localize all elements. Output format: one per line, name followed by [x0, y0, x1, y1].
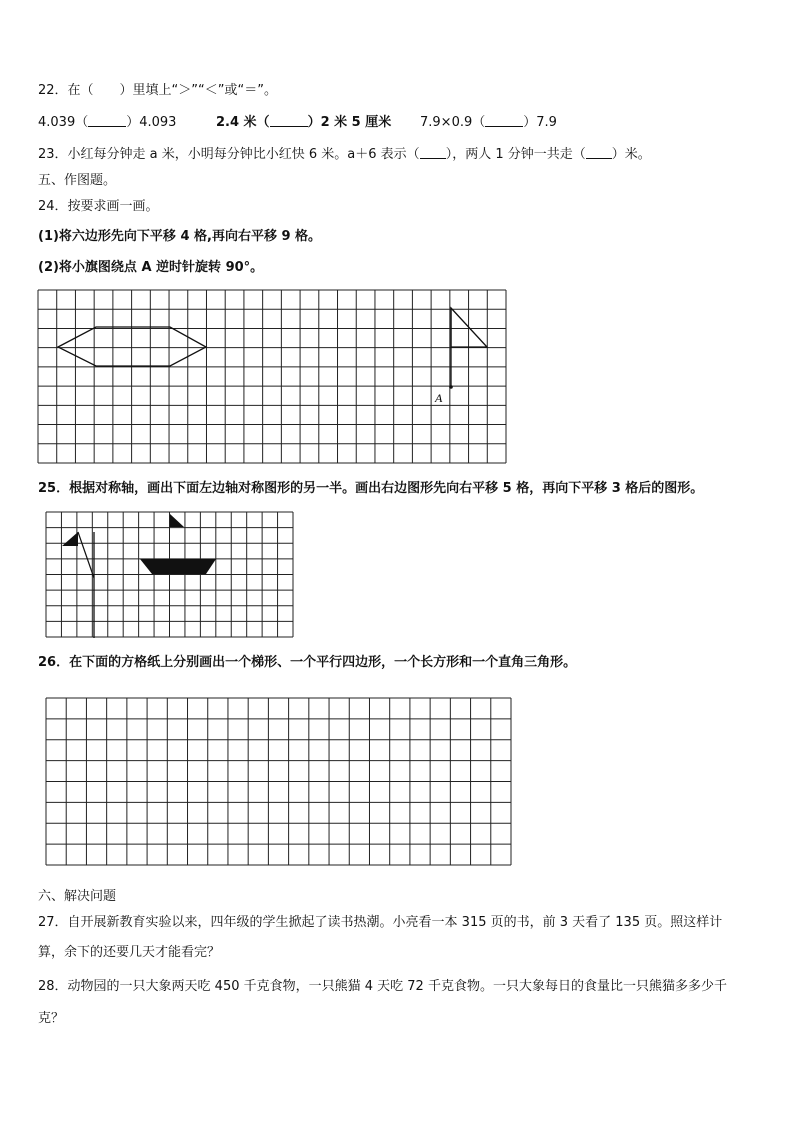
q28-line1: 28．动物园的一只大象两天吃 450 千克食物，一只熊猫 4 天吃 72 千克食物。一只大象每日的食量比一只熊猫多多少千 [38, 979, 727, 994]
q22-item-1-right: ）4.093 [126, 115, 177, 130]
answer-blank[interactable] [88, 114, 126, 127]
q25-grid[interactable] [46, 512, 294, 638]
boat-shape [140, 559, 216, 574]
q22-item-3 [420, 114, 557, 132]
answer-blank[interactable] [420, 146, 446, 159]
q22-item-2-left: 2.4 米（ [216, 115, 270, 130]
q23-text [38, 146, 651, 164]
q24-stem: 24．按要求画一画。 [38, 199, 159, 214]
answer-blank[interactable] [586, 146, 612, 159]
q22-stem: 22．在（ ）里填上“＞”“＜”或“＝”。 [38, 83, 277, 98]
q26-stem: 26．在下面的方格纸上分别画出一个梯形、一个平行四边形，一个长方形和一个直角三角形。 [38, 655, 577, 670]
q25-stem: 25．根据对称轴，画出下面左边轴对称图形的另一半。画出右边图形先向右平移 5 格，再向下平移 3 格后的图形。 [38, 481, 704, 496]
answer-blank[interactable] [270, 114, 308, 127]
q24-sub2: (2)将小旗图绕点 A 逆时针旋转 90°。 [38, 260, 264, 275]
section-5-heading: 五、作图题。 [38, 173, 117, 188]
q22-item-2 [216, 114, 391, 132]
q24-grid[interactable] [38, 290, 507, 464]
q27-line2: 算，余下的还要几天才能看完？ [38, 945, 221, 960]
q22-item-3-right: ）7.9 [523, 115, 557, 130]
q27-line1: 27．自开展新教育实验以来，四年级的学生掀起了读书热潮。小亮看一本 315 页的书，前 3 天看了 135 页。照这样计 [38, 915, 723, 930]
section-6-heading: 六、解决问题 [38, 889, 117, 904]
answer-blank[interactable] [485, 114, 523, 127]
q24-sub1: (1)将六边形先向下平移 4 格,再向右平移 9 格。 [38, 229, 322, 244]
q22-item-2-right: ）2 米 5 厘米 [307, 115, 392, 130]
q23-part3: ）米。 [611, 147, 651, 162]
q23-part2: ），两人 1 分钟一共走（ [445, 147, 586, 162]
q22-item-1-left: 4.039（ [38, 115, 89, 130]
half-flag-shape [62, 532, 94, 578]
small-triangle-shape [170, 514, 184, 527]
q28-line2: 克？ [38, 1011, 65, 1026]
q22-item-3-left: 7.9×0.9（ [420, 115, 486, 130]
q26-grid[interactable] [46, 698, 512, 866]
q22-item-1 [38, 114, 176, 132]
q23-part1: 23．小红每分钟走 a 米，小明每分钟比小红快 6 米。a＋6 表示（ [38, 147, 420, 162]
point-a-label: A [435, 391, 443, 405]
